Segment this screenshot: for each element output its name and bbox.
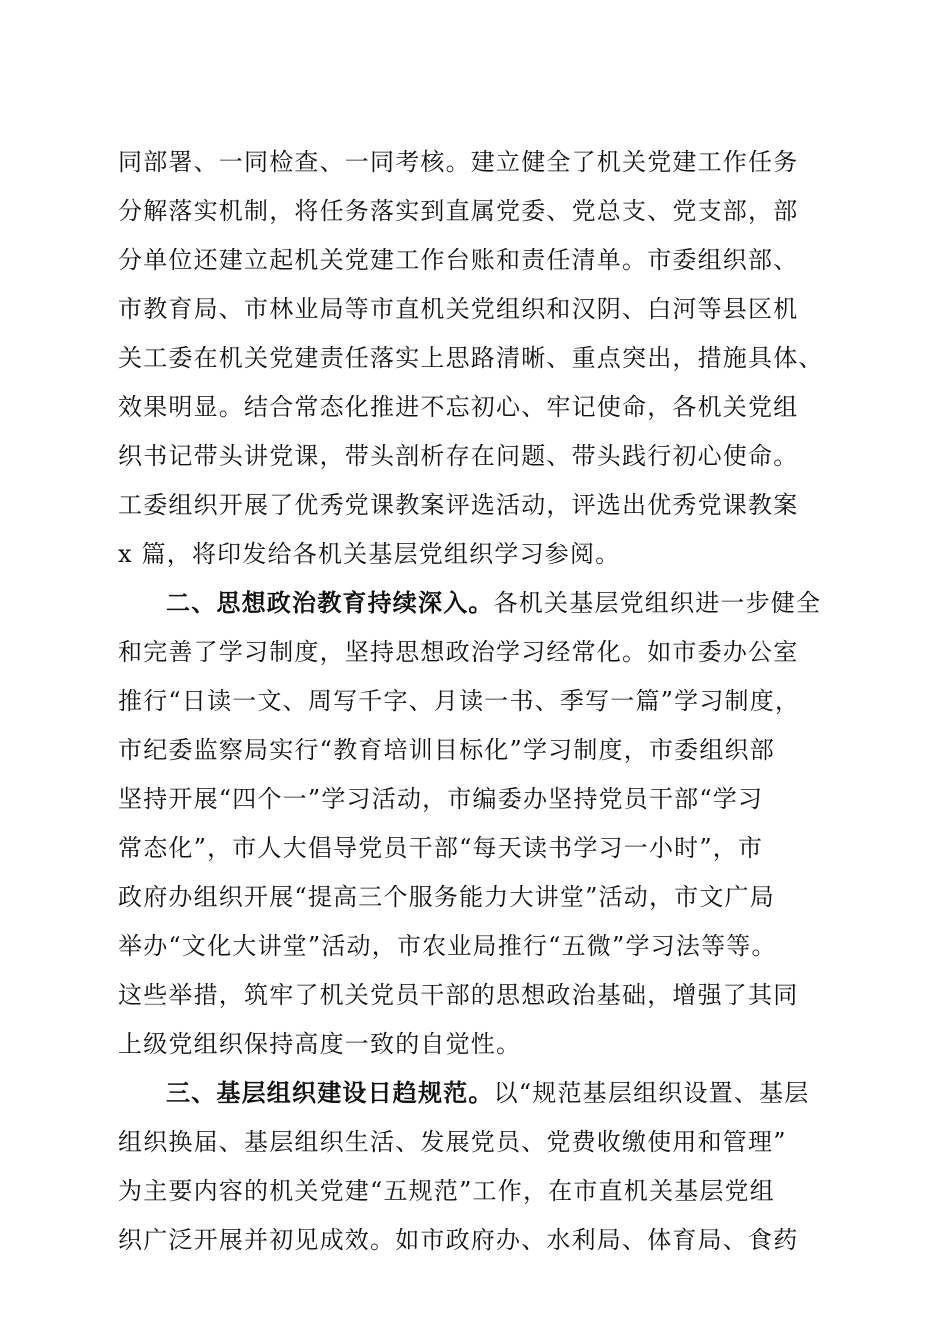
paragraph-line: 织书记带头讲党课，带头剖析存在问题、带头践行初心使命。 [118, 442, 799, 470]
section-3-text: 以“规范基层组织设置、基层 [493, 1079, 810, 1107]
paragraph-line: 为主要内容的机关党建“五规范”工作，在市直机关基层党组 [118, 1177, 775, 1205]
paragraph-line: 举办“文化大讲堂”活动，市农业局推行“五微”学习法等等。 [118, 932, 777, 960]
paragraph-line: 工委组织开展了优秀党课教案评选活动，评选出优秀党课教案 [118, 491, 799, 519]
paragraph-line: 织广泛开展并初见成效。如市政府办、水利局、体育局、食药 [118, 1226, 799, 1254]
paragraph-line: 分单位还建立起机关党建工作台账和责任清单。市委组织部、 [118, 246, 799, 274]
paragraph-line: 市教育局、市林业局等市直机关党组织和汉阴、白河等县区机 [118, 295, 799, 323]
document-body [118, 138, 838, 1265]
paragraph-line: 常态化”，市人大倡导党员干部“每天读书学习一小时”，市 [118, 834, 764, 862]
paragraph-line: 组织换届、基层组织生活、发展党员、党费收缴使用和管理” [118, 1128, 787, 1156]
section-2-heading: 二、思想政治教育持续深入。 [166, 589, 494, 617]
section-3-heading: 三、基层组织建设日趋规范。 [166, 1079, 494, 1107]
section-3-first-line [118, 1069, 838, 1118]
paragraph-line: 推行“日读一文、周写千字、月读一书、季写一篇”学习制度， [118, 687, 801, 715]
paragraph-line: 上级党组织保持高度一致的自觉性。 [118, 1030, 522, 1058]
paragraph-line: x 篇，将印发给各机关基层党组织学习参阅。 [118, 540, 621, 568]
paragraph-line: 效果明显。结合常态化推进不忘初心、牢记使命，各机关党组 [118, 393, 799, 421]
paragraph-line: 这些举措，筑牢了机关党员干部的思想政治基础，增强了其同 [118, 981, 799, 1009]
paragraph-line: 同部署、一同检查、一同考核。建立健全了机关党建工作任务 [118, 148, 799, 176]
paragraph-line: 市纪委监察局实行“教育培训目标化”学习制度，市委组织部 [118, 736, 775, 764]
paragraph-line: 和完善了学习制度，坚持思想政治学习经常化。如市委办公室 [118, 638, 799, 666]
section-2-text: 各机关基层党组织进一步健全 [493, 589, 822, 617]
paragraph-line: 分解落实机制，将任务落实到直属党委、党总支、党支部，部 [118, 197, 799, 225]
paragraph-line: 坚持开展“四个一”学习活动，市编委办坚持党员干部“学习 [118, 785, 764, 813]
section-2-first-line [118, 579, 838, 628]
paragraph-line: 政府办组织开展“提高三个服务能力大讲堂”活动，市文广局 [118, 883, 775, 911]
paragraph-line: 关工委在机关党建责任落实上思路清晰、重点突出，措施具体、 [118, 344, 824, 372]
